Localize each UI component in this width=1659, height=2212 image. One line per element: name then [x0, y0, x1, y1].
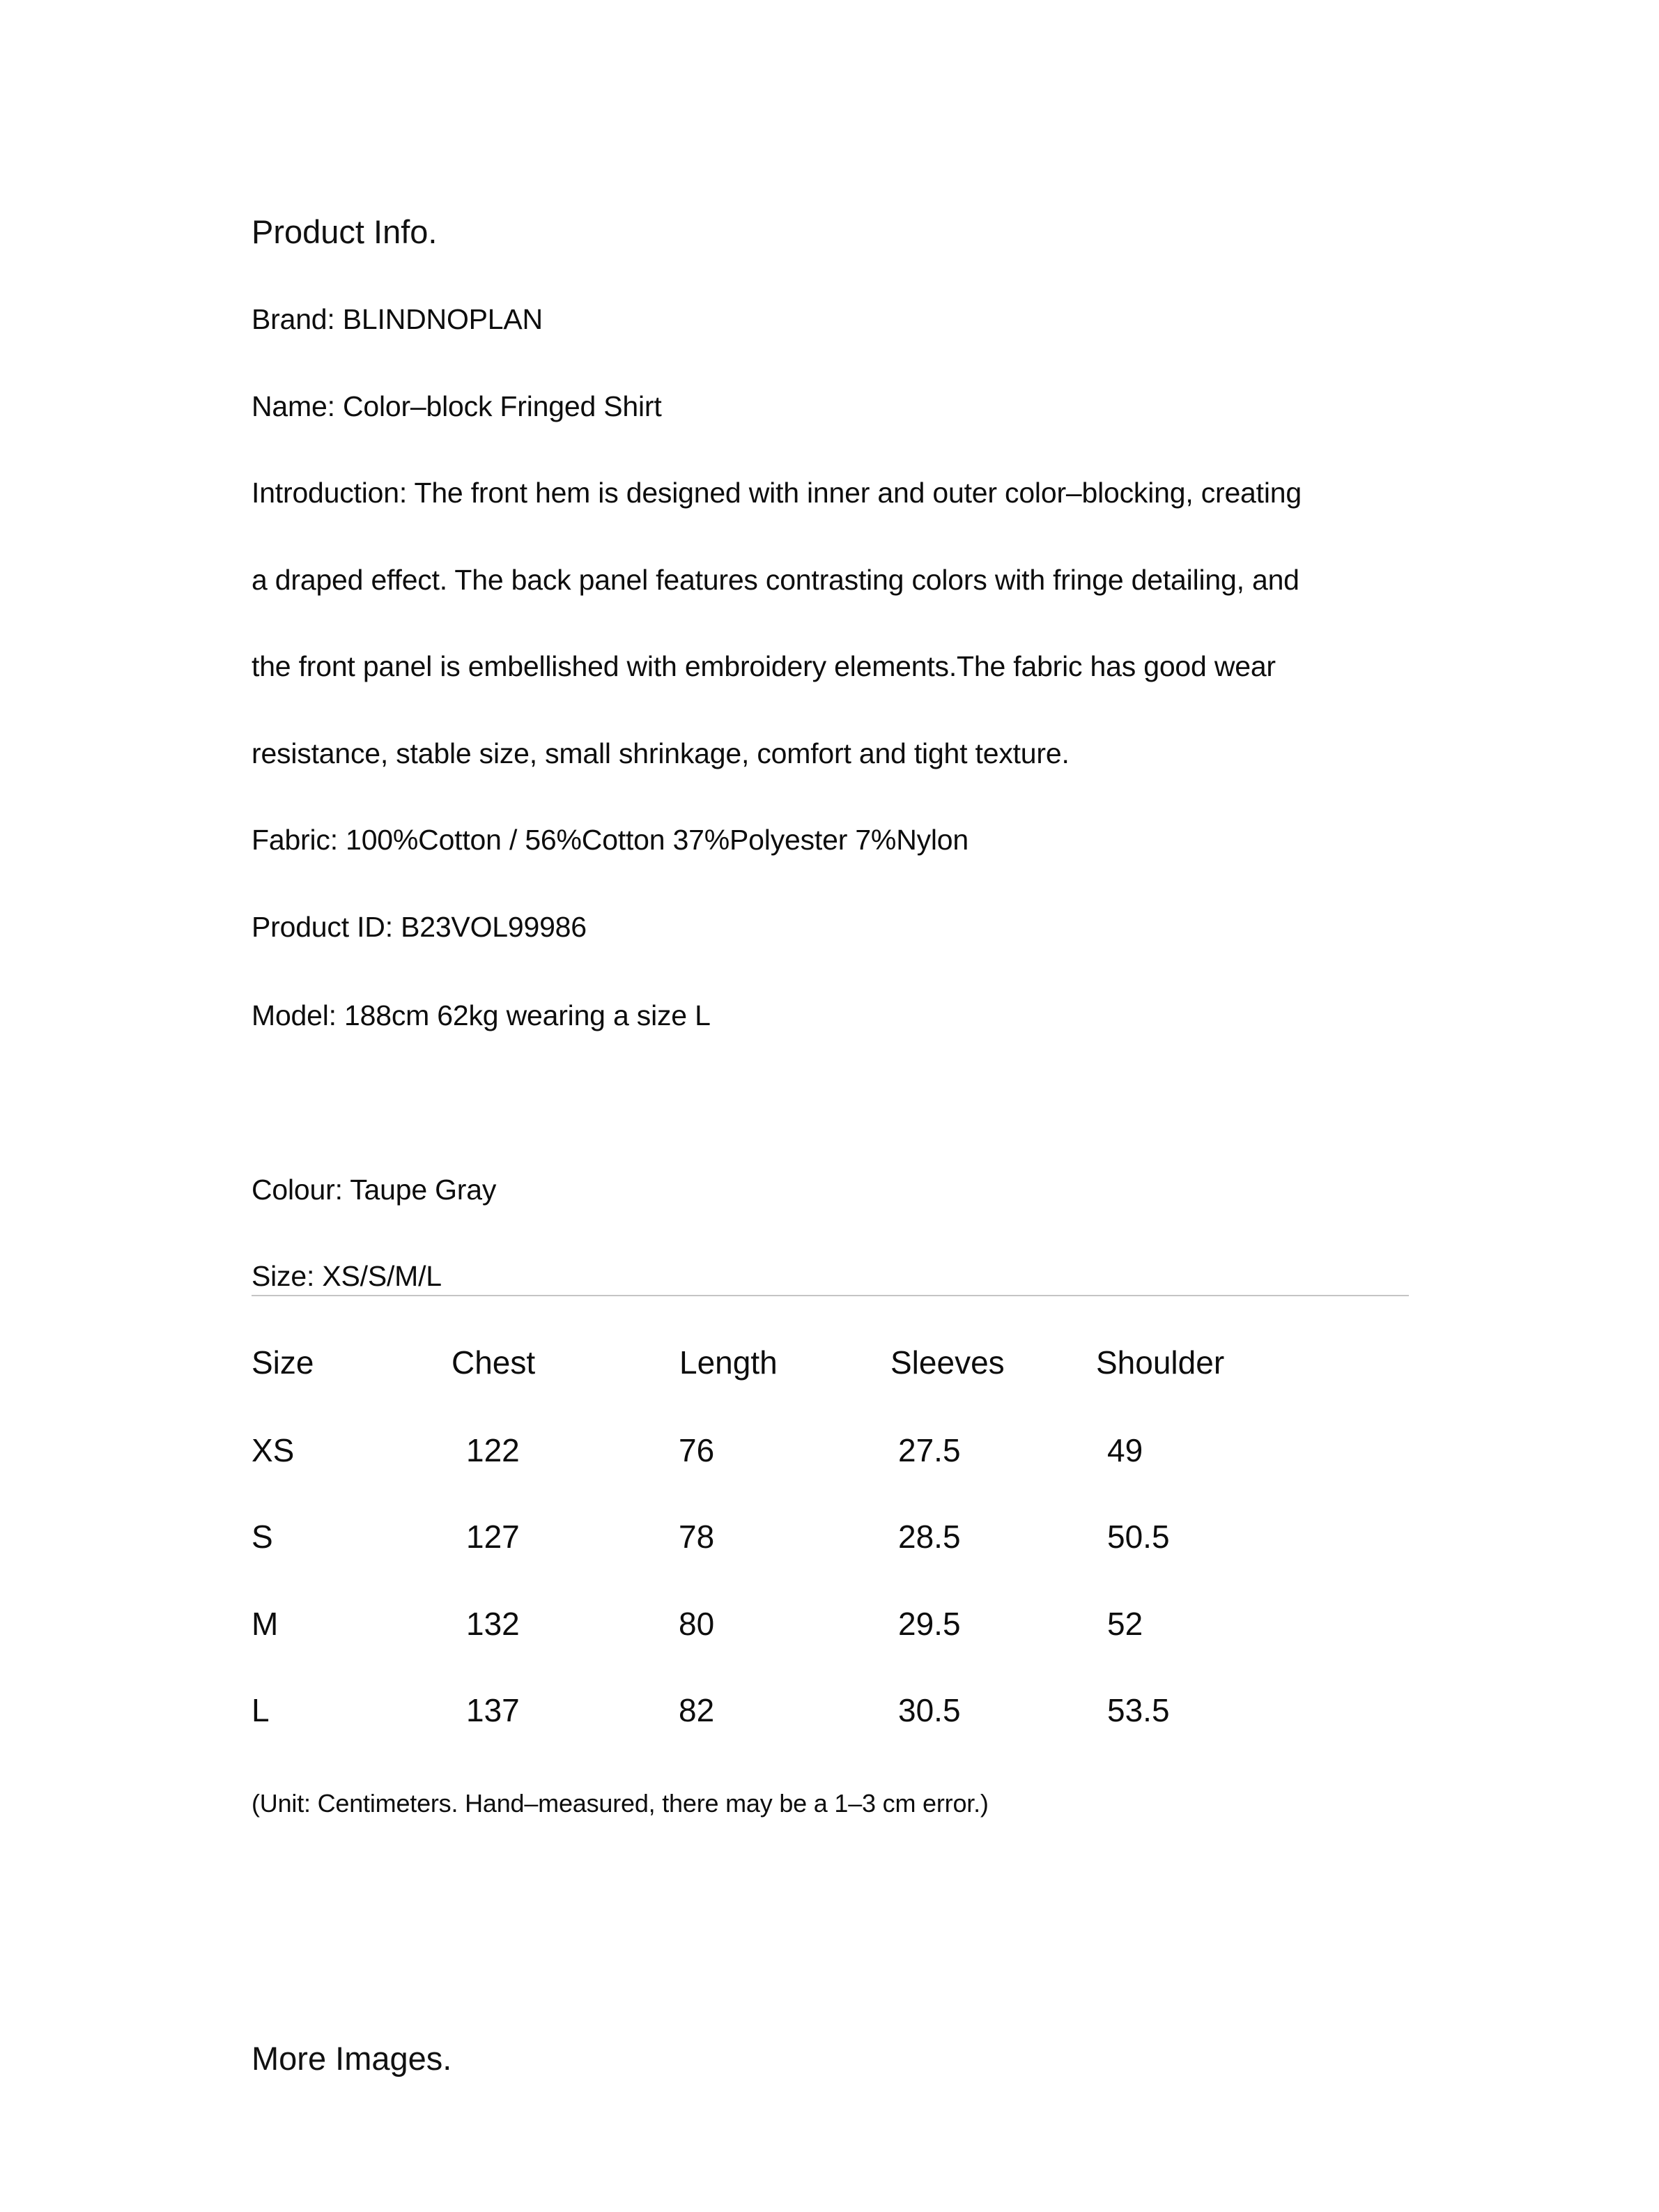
introduction-line: resistance, stable size, small shrinkage, comfort and tight texture.	[252, 737, 1070, 769]
colour-line: Colour: Taupe Gray	[252, 1174, 497, 1206]
cell-shoulder: 52	[1107, 1606, 1143, 1642]
cell-size: S	[252, 1519, 273, 1555]
cell-length: 76	[679, 1432, 715, 1468]
cell-chest: 132	[466, 1606, 520, 1642]
cell-size: M	[252, 1606, 279, 1642]
cell-shoulder: 49	[1107, 1432, 1143, 1468]
cell-sleeves: 27.5	[898, 1432, 961, 1468]
header-chest: Chest	[452, 1344, 536, 1381]
cell-chest: 122	[466, 1432, 520, 1468]
section-divider	[252, 1295, 1409, 1296]
cell-shoulder: 50.5	[1107, 1519, 1170, 1555]
header-length: Length	[679, 1344, 778, 1381]
cell-shoulder: 53.5	[1107, 1692, 1170, 1728]
introduction-line: Introduction: The front hem is designed with inner and outer color–blocking, creating	[252, 477, 1302, 509]
cell-size: L	[252, 1692, 270, 1728]
header-size: Size	[252, 1344, 314, 1381]
measurement-note: (Unit: Centimeters. Hand–measured, there may be a 1–3 cm error.)	[252, 1789, 989, 1818]
cell-size: XS	[252, 1432, 295, 1468]
cell-length: 82	[679, 1692, 715, 1728]
model-line: Model: 188cm 62kg wearing a size L	[252, 999, 711, 1031]
cell-length: 80	[679, 1606, 715, 1642]
introduction-line: the front panel is embellished with embroidery elements.The fabric has good wear	[252, 650, 1276, 682]
header-sleeves: Sleeves	[890, 1344, 1005, 1381]
cell-chest: 137	[466, 1692, 520, 1728]
name-line: Name: Color–block Fringed Shirt	[252, 390, 662, 422]
fabric-line: Fabric: 100%Cotton / 56%Cotton 37%Polyester 7%Nylon	[252, 824, 969, 856]
cell-chest: 127	[466, 1519, 520, 1555]
more-images-heading: More Images.	[252, 2040, 452, 2077]
brand-line: Brand: BLINDNOPLAN	[252, 303, 543, 335]
size-line: Size: XS/S/M/L	[252, 1260, 442, 1292]
cell-sleeves: 28.5	[898, 1519, 961, 1555]
product-id-line: Product ID: B23VOL99986	[252, 911, 587, 943]
cell-length: 78	[679, 1519, 715, 1555]
product-info-heading: Product Info.	[252, 213, 438, 250]
cell-sleeves: 29.5	[898, 1606, 961, 1642]
introduction-line: a draped effect. The back panel features contrasting colors with fringe detailing, and	[252, 564, 1299, 596]
cell-sleeves: 30.5	[898, 1692, 961, 1728]
header-shoulder: Shoulder	[1096, 1344, 1225, 1381]
